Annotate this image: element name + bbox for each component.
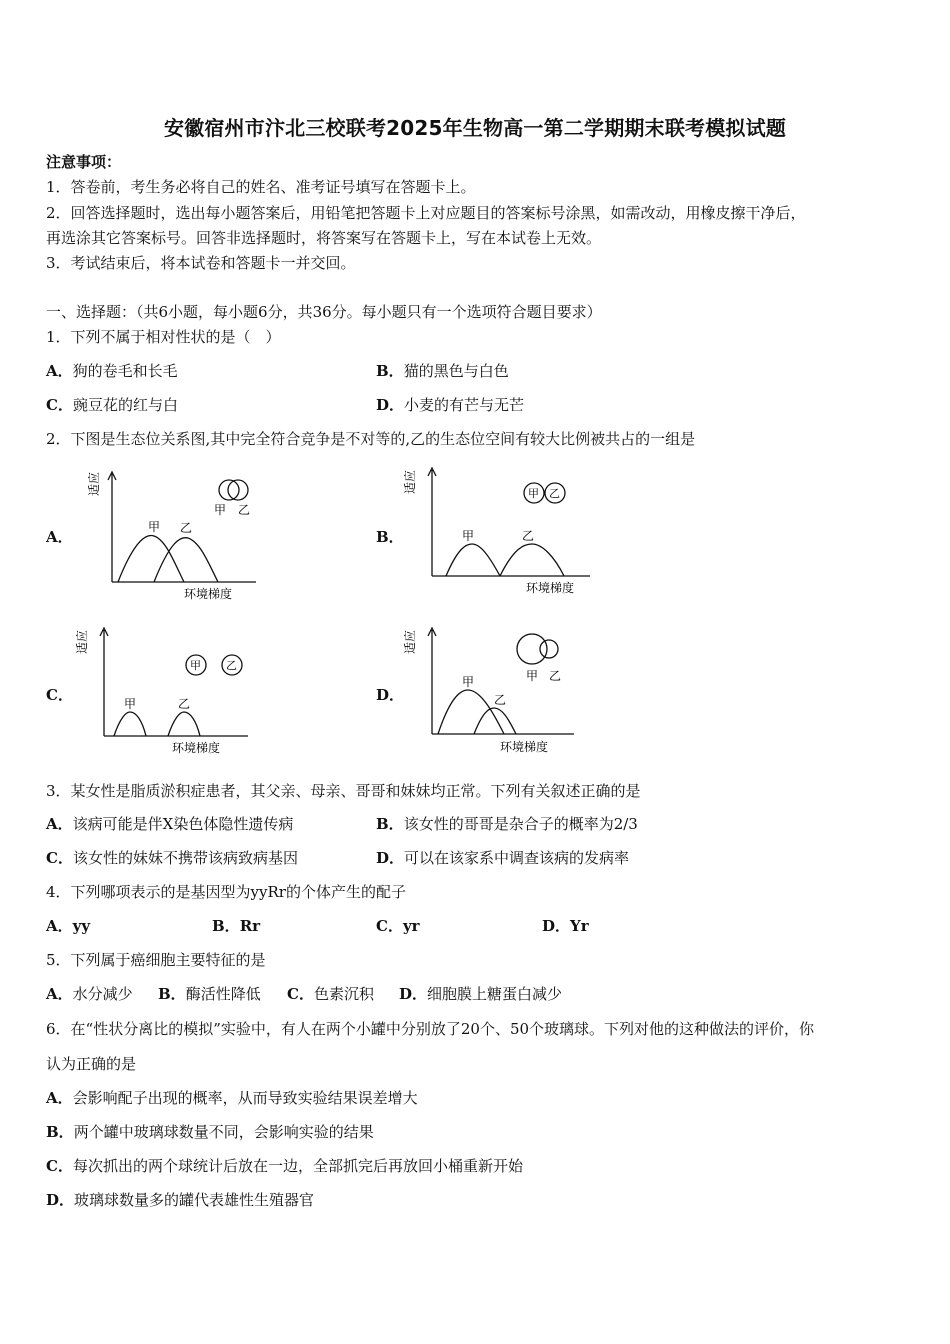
venn-label-yi: 乙 <box>226 659 237 672</box>
series-label-jia: 甲 <box>124 697 137 711</box>
option-text: Rr <box>239 917 261 935</box>
q5-option-d[interactable] <box>399 984 562 1004</box>
option-text: 酶活性降低 <box>185 985 261 1003</box>
q4-stem: 4．下列哪项表示的是基因型为yyRr的个体产生的配子 <box>46 883 406 901</box>
x-axis-label: 环境梯度 <box>184 587 233 601</box>
option-text: 玻璃球数量多的罐代表雄性生殖器官 <box>74 1191 315 1209</box>
option-key: C． <box>46 396 73 414</box>
option-key: A． <box>46 917 73 935</box>
option-text: yr <box>402 917 420 935</box>
x-axis-label: 环境梯度 <box>526 581 575 595</box>
q2-option-a-label[interactable]: A． <box>46 528 73 546</box>
q4-option-c[interactable] <box>376 916 420 936</box>
option-key: D． <box>542 917 571 935</box>
q1-option-c[interactable] <box>46 395 178 415</box>
option-key: B． <box>212 917 240 935</box>
option-key: B． <box>376 815 404 833</box>
venn-label-jia: 甲 <box>214 503 227 517</box>
option-text: 狗的卷毛和长毛 <box>72 362 178 380</box>
option-key: A． <box>46 985 73 1003</box>
option-text: 该女性的哥哥是杂合子的概率为2/3 <box>403 815 638 833</box>
option-text: Yr <box>570 917 589 935</box>
series-label-jia: 甲 <box>462 675 475 689</box>
q2-figure-b[interactable] <box>404 462 599 606</box>
venn-label-jia: 甲 <box>190 659 201 672</box>
option-text: 每次抓出的两个球统计后放在一边，全部抓完后再放回小桶重新开始 <box>72 1157 523 1175</box>
notice-item-3: 3．考试结束后，将本试卷和答题卡一并交回。 <box>46 254 356 272</box>
option-text: 猫的黑色与白色 <box>403 362 509 380</box>
x-axis-label: 环境梯度 <box>172 741 221 755</box>
q1-option-d[interactable] <box>376 395 524 415</box>
q2-figure-d[interactable] <box>404 624 584 763</box>
option-key: C． <box>46 1157 73 1175</box>
option-key: C． <box>287 985 314 1003</box>
q6-option-d[interactable] <box>46 1190 314 1210</box>
option-key: A． <box>46 1089 73 1107</box>
option-text: 可以在该家系中调查该病的发病率 <box>404 849 630 867</box>
series-label-yi: 乙 <box>180 521 193 535</box>
y-axis-label: 适应 <box>88 471 101 496</box>
option-key: D． <box>376 396 405 414</box>
series-label-jia: 甲 <box>148 520 161 534</box>
y-axis-label: 适应 <box>76 629 89 654</box>
q5-option-c[interactable] <box>287 984 374 1004</box>
q2-option-d-label[interactable]: D． <box>376 686 405 704</box>
venn-label-yi: 乙 <box>549 669 562 683</box>
series-label-yi: 乙 <box>494 693 507 707</box>
option-text: yy <box>72 917 91 935</box>
option-text: 小麦的有芒与无芒 <box>404 396 525 414</box>
q6-stem: 6．在“性状分离比的模拟”实验中，有人在两个小罐中分别放了20个、50个玻璃球。下列对他的这种做法的评价，你 <box>46 1020 815 1038</box>
q4-option-a[interactable] <box>46 916 90 936</box>
q1-stem: 1．下列不属于相对性状的是（ ） <box>46 328 281 346</box>
q3-option-d[interactable] <box>376 848 629 868</box>
option-key: B． <box>376 362 404 380</box>
option-text: 该病可能是伴X染色体隐性遗传病 <box>72 815 294 833</box>
y-axis-label: 适应 <box>404 629 417 654</box>
option-key: A． <box>46 815 73 833</box>
q6-option-b[interactable] <box>46 1122 374 1142</box>
q1-option-b[interactable] <box>376 361 509 381</box>
q1-option-a[interactable] <box>46 361 178 381</box>
option-key: A． <box>46 362 73 380</box>
q4-option-b[interactable] <box>212 916 260 936</box>
option-text: 两个罐中玻璃球数量不同，会影响实验的结果 <box>73 1123 374 1141</box>
option-text: 细胞膜上糖蛋白减少 <box>427 985 563 1003</box>
q3-option-c[interactable] <box>46 848 298 868</box>
option-key: C． <box>376 917 403 935</box>
q2-option-b-label[interactable]: B． <box>376 528 404 546</box>
option-text: 豌豆花的红与白 <box>72 396 178 414</box>
venn-label-jia: 甲 <box>528 487 539 500</box>
q6-option-c[interactable] <box>46 1156 523 1176</box>
venn-label-yi: 乙 <box>549 487 560 500</box>
notice-item-1: 1．答卷前，考生务必将自己的姓名、准考证号填写在答题卡上。 <box>46 178 476 196</box>
q6-stem-cont: 认为正确的是 <box>46 1055 137 1073</box>
q3-option-b[interactable] <box>376 814 638 834</box>
q5-option-a[interactable] <box>46 984 133 1004</box>
option-text: 会影响配子出现的概率，从而导致实验结果误差增大 <box>72 1089 418 1107</box>
q6-option-a[interactable] <box>46 1088 418 1108</box>
option-key: B． <box>158 985 186 1003</box>
venn-label-jia: 甲 <box>526 669 539 683</box>
option-key: D． <box>399 985 428 1003</box>
option-text: 水分减少 <box>72 985 133 1003</box>
page-title: 安徽宿州市汴北三校联考2025年生物高一第二学期期末联考模拟试题 <box>163 116 787 140</box>
option-text: 色素沉积 <box>313 985 374 1003</box>
notice-item-2: 2．回答选择题时，选出每小题答案后，用铅笔把答题卡上对应题目的答案标号涂黑，如需改动，用橡皮擦干净后， <box>46 204 806 222</box>
notice-item-2-cont: 再选涂其它答案标号。回答非选择题时，将答案写在答题卡上，写在本试卷上无效。 <box>46 229 602 247</box>
section-heading: 一、选择题：（共6小题，每小题6分，共36分。每小题只有一个选项符合题目要求） <box>46 303 602 321</box>
q2-option-c-label[interactable]: C． <box>46 686 73 704</box>
option-text: 该女性的妹妹不携带该病致病基因 <box>72 849 298 867</box>
series-label-jia: 甲 <box>462 529 475 543</box>
series-label-yi: 乙 <box>178 697 191 711</box>
q3-option-a[interactable] <box>46 814 293 834</box>
option-key: D． <box>376 849 405 867</box>
notice-heading: 注意事项： <box>46 153 122 171</box>
q2-figure-c[interactable] <box>76 624 256 763</box>
option-key: B． <box>46 1123 74 1141</box>
venn-label-yi: 乙 <box>238 503 251 517</box>
option-key: D． <box>46 1191 75 1209</box>
q5-stem: 5．下列属于癌细胞主要特征的是 <box>46 951 266 969</box>
q5-option-b[interactable] <box>158 984 261 1004</box>
q4-option-d[interactable] <box>542 916 589 936</box>
q2-stem: 2．下图是生态位关系图,其中完全符合竞争是不对等的,乙的生态位空间有较大比例被共占的一组是 <box>46 430 696 448</box>
option-key: C． <box>46 849 73 867</box>
x-axis-label: 环境梯度 <box>500 740 549 754</box>
q2-figure-a[interactable] <box>88 466 263 610</box>
y-axis-label: 适应 <box>404 469 417 494</box>
series-label-yi: 乙 <box>522 529 535 543</box>
q3-stem: 3．某女性是脂质淤积症患者，其父亲、母亲、哥哥和妹妹均正常。下列有关叙述正确的是 <box>46 782 641 800</box>
